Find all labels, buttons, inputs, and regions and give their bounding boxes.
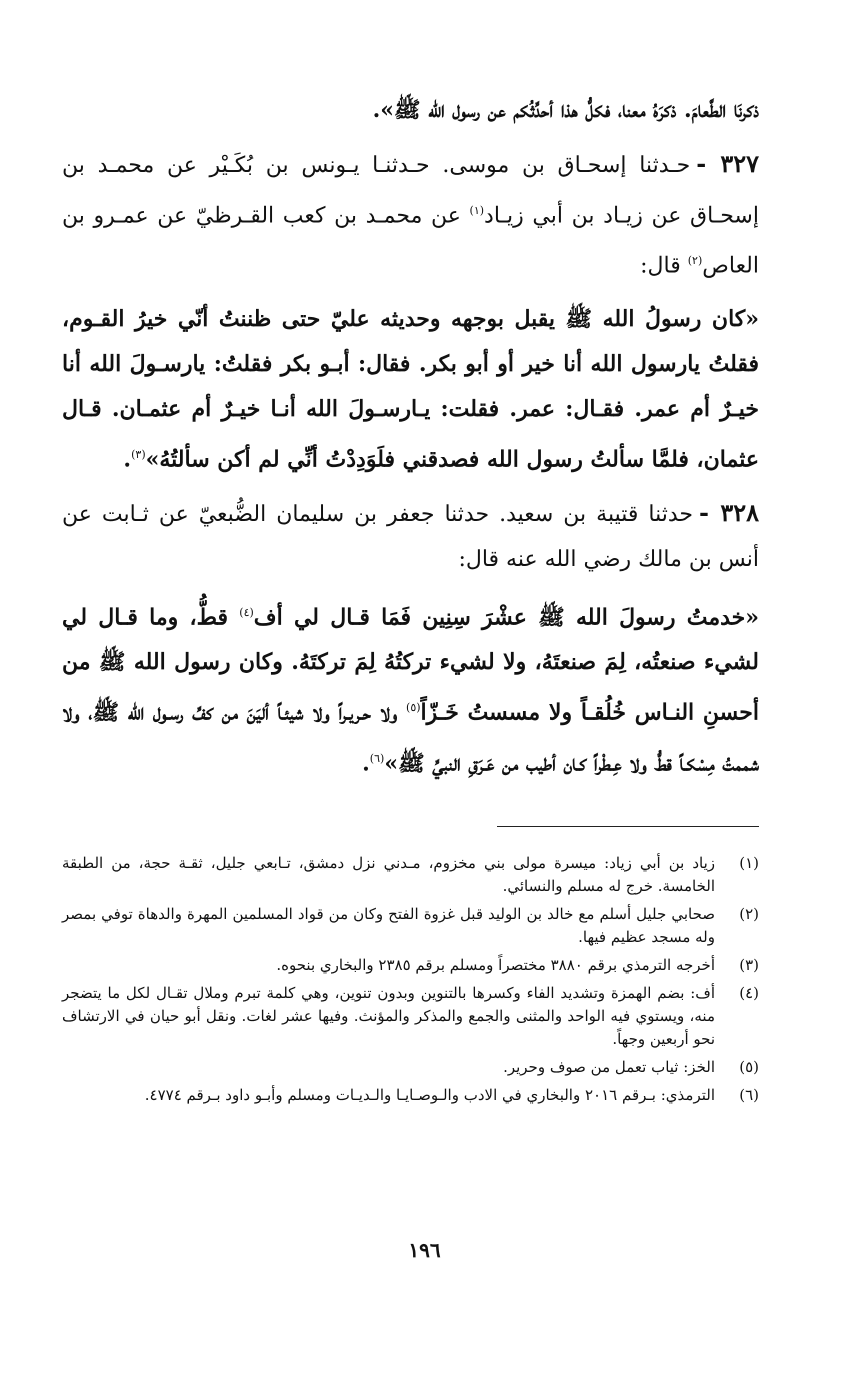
footnote-number: (٣): [739, 956, 759, 974]
paragraph-text: «خدمتُ رسولَ الله ﷺ عشْرَ سِنِين فَمَا قـال لي أف: [253, 604, 759, 631]
footnote-item: [62, 1056, 759, 1079]
footnote-number: (٤): [739, 984, 759, 1002]
footnote-item: [62, 903, 759, 949]
footnotes: [62, 852, 759, 1112]
paragraph-text: حدثنا قتيبة بن سعيد. حدثنا جعفر بن سليمان الضُّبعيّ عن ثـابت عن أنس بن مالك رضي الله عنه قال:: [62, 501, 759, 572]
footnote-ref-3[interactable]: (٣): [131, 447, 146, 461]
paragraph-hadith-327-isnad: [62, 141, 759, 289]
footnote-text: أخرجه الترمذي برقم ٣٨٨٠ مختصراً ومسلم برقم ٢٣٨٥ والبخاري بنحوه.: [276, 956, 715, 974]
footnote-ref-4[interactable]: (٤): [239, 605, 254, 619]
hadith-number: ٣٢٨ -: [699, 497, 759, 527]
paragraph-text: قطُّ، وما قـال لي لشيء صنعتُه، لِمَ صنعتَهُ، ولا لشيء تركتُهُ لِمَ تركتَهُ. وكان رسول الله ﷺ من أحسنِ النـاس خُلُقـاً ولا مسستُ خَـزّاً: [62, 604, 759, 726]
hadith-number: ٣٢٧ -: [696, 149, 759, 178]
paragraph-text: قال:: [640, 253, 681, 279]
footnote-number: (٥): [739, 1058, 759, 1076]
footnote-item: [62, 954, 759, 977]
paragraph-end: .: [123, 445, 132, 472]
footnote-ref-1[interactable]: (١): [469, 204, 485, 217]
paragraph-hadith-327-matn: [62, 297, 759, 482]
page-number: ١٩٦: [408, 1238, 441, 1262]
page-body: [62, 88, 759, 794]
paragraph-hadith-328-matn: [62, 590, 759, 786]
paragraph-text: حـدثنا إسحـاق بن موسى. حـدثنـا يـونس بن بُكَـيْر عن محمـد بن إسحـاق عن زيـاد بن أبي زيـاد: [62, 153, 759, 229]
footnote-item: [62, 852, 759, 898]
footnote-divider: [497, 826, 759, 827]
paragraph-end: .: [362, 749, 370, 776]
footnote-text: الخز: ثياب تعمل من صوف وحرير.: [503, 1058, 715, 1076]
footnote-number: (٦): [739, 1086, 759, 1104]
footnote-text: أف: بضم الهمزة وتشديد الفاء وكسرها بالتنوين وبدون تنوين، وهي كلمة تبرم وملال تقـال لكل ما يتضجر منه، ويستوي فيه الواحد والمثنى والجمع والمذكر والمؤنث. وفيها عشر لغات. ونقل أبو حيان في الارتشاف نحو أربعين وجهاً.: [62, 984, 715, 1048]
paragraph-text: ولا حـريـراً ولا شيئـاً أليَنَ من كفِّ رسـول الله ﷺ، ولا شممتُ مِسْكـاً قطُّ ولا عِـطْراً كـان أطيب من عَـرَقِ النبيِّ ﷺ»: [62, 699, 759, 776]
footnote-item: [62, 982, 759, 1051]
paragraph-text: عن محمـد بن كعب القـرظيّ عن عمـرو بن العاص: [62, 203, 759, 279]
footnote-ref-5[interactable]: (٥): [406, 701, 421, 715]
footnote-ref-6[interactable]: (٦): [369, 751, 385, 765]
footnote-text: الترمذي: بـرقم ٢٠١٦ والبخاري في الادب والـوصـايـا والـديـات ومسلم وأبـو داود بـرقم ٤٧٧٤.: [144, 1086, 715, 1104]
paragraph-hadith-328-isnad: [62, 490, 759, 582]
footnote-item: [62, 1084, 759, 1107]
paragraph-text: «كان رسولُ الله ﷺ يقبل بوجهه وحديثه عليّ حتى ظننتُ أنّي خيرُ القـوم، فقلتُ يارسول الله أنا خير أو أبو بكر. فقال: أبـو بكر فقلتُ: يارسـولَ الله أنا خيـرٌ أم عمر. فقـال: عمر. فقلت: يـارسـولَ الله أنـا خيـرٌ أم عثمـان. قـال عثمان، فلمَّا سألتُ رسول الله فصدقني فلَوَدِدْتُ أنِّي لم أكن سألتُهُ»: [62, 305, 759, 472]
footnote-number: (١): [739, 854, 759, 872]
footnote-number: (٢): [739, 905, 759, 923]
footnote-ref-2[interactable]: (٢): [687, 254, 703, 268]
paragraph-text: ذكرنَا الطَّعامَ. ذكرَهُ معنا، فكلُّ هذا أحدِّثُكم عن رسول الله ﷺ».: [372, 97, 759, 123]
paragraph-hadith-continuation: [62, 88, 759, 133]
footnote-text: زياد بن أبي زياد: ميسرة مولى بني مخزوم، مـدني نزل دمشق، تـابعي جليل، ثقـة حجة، من الطبقة الخامسة. خرج له مسلم والنسائي.: [62, 854, 715, 895]
footnote-text: صحابي جليل أسلم مع خالد بن الوليد قبل غزوة الفتح وكان من قواد المسلمين المهرة والدهاة توفي بمصر وله مسجد عظيم فيها.: [62, 905, 715, 946]
